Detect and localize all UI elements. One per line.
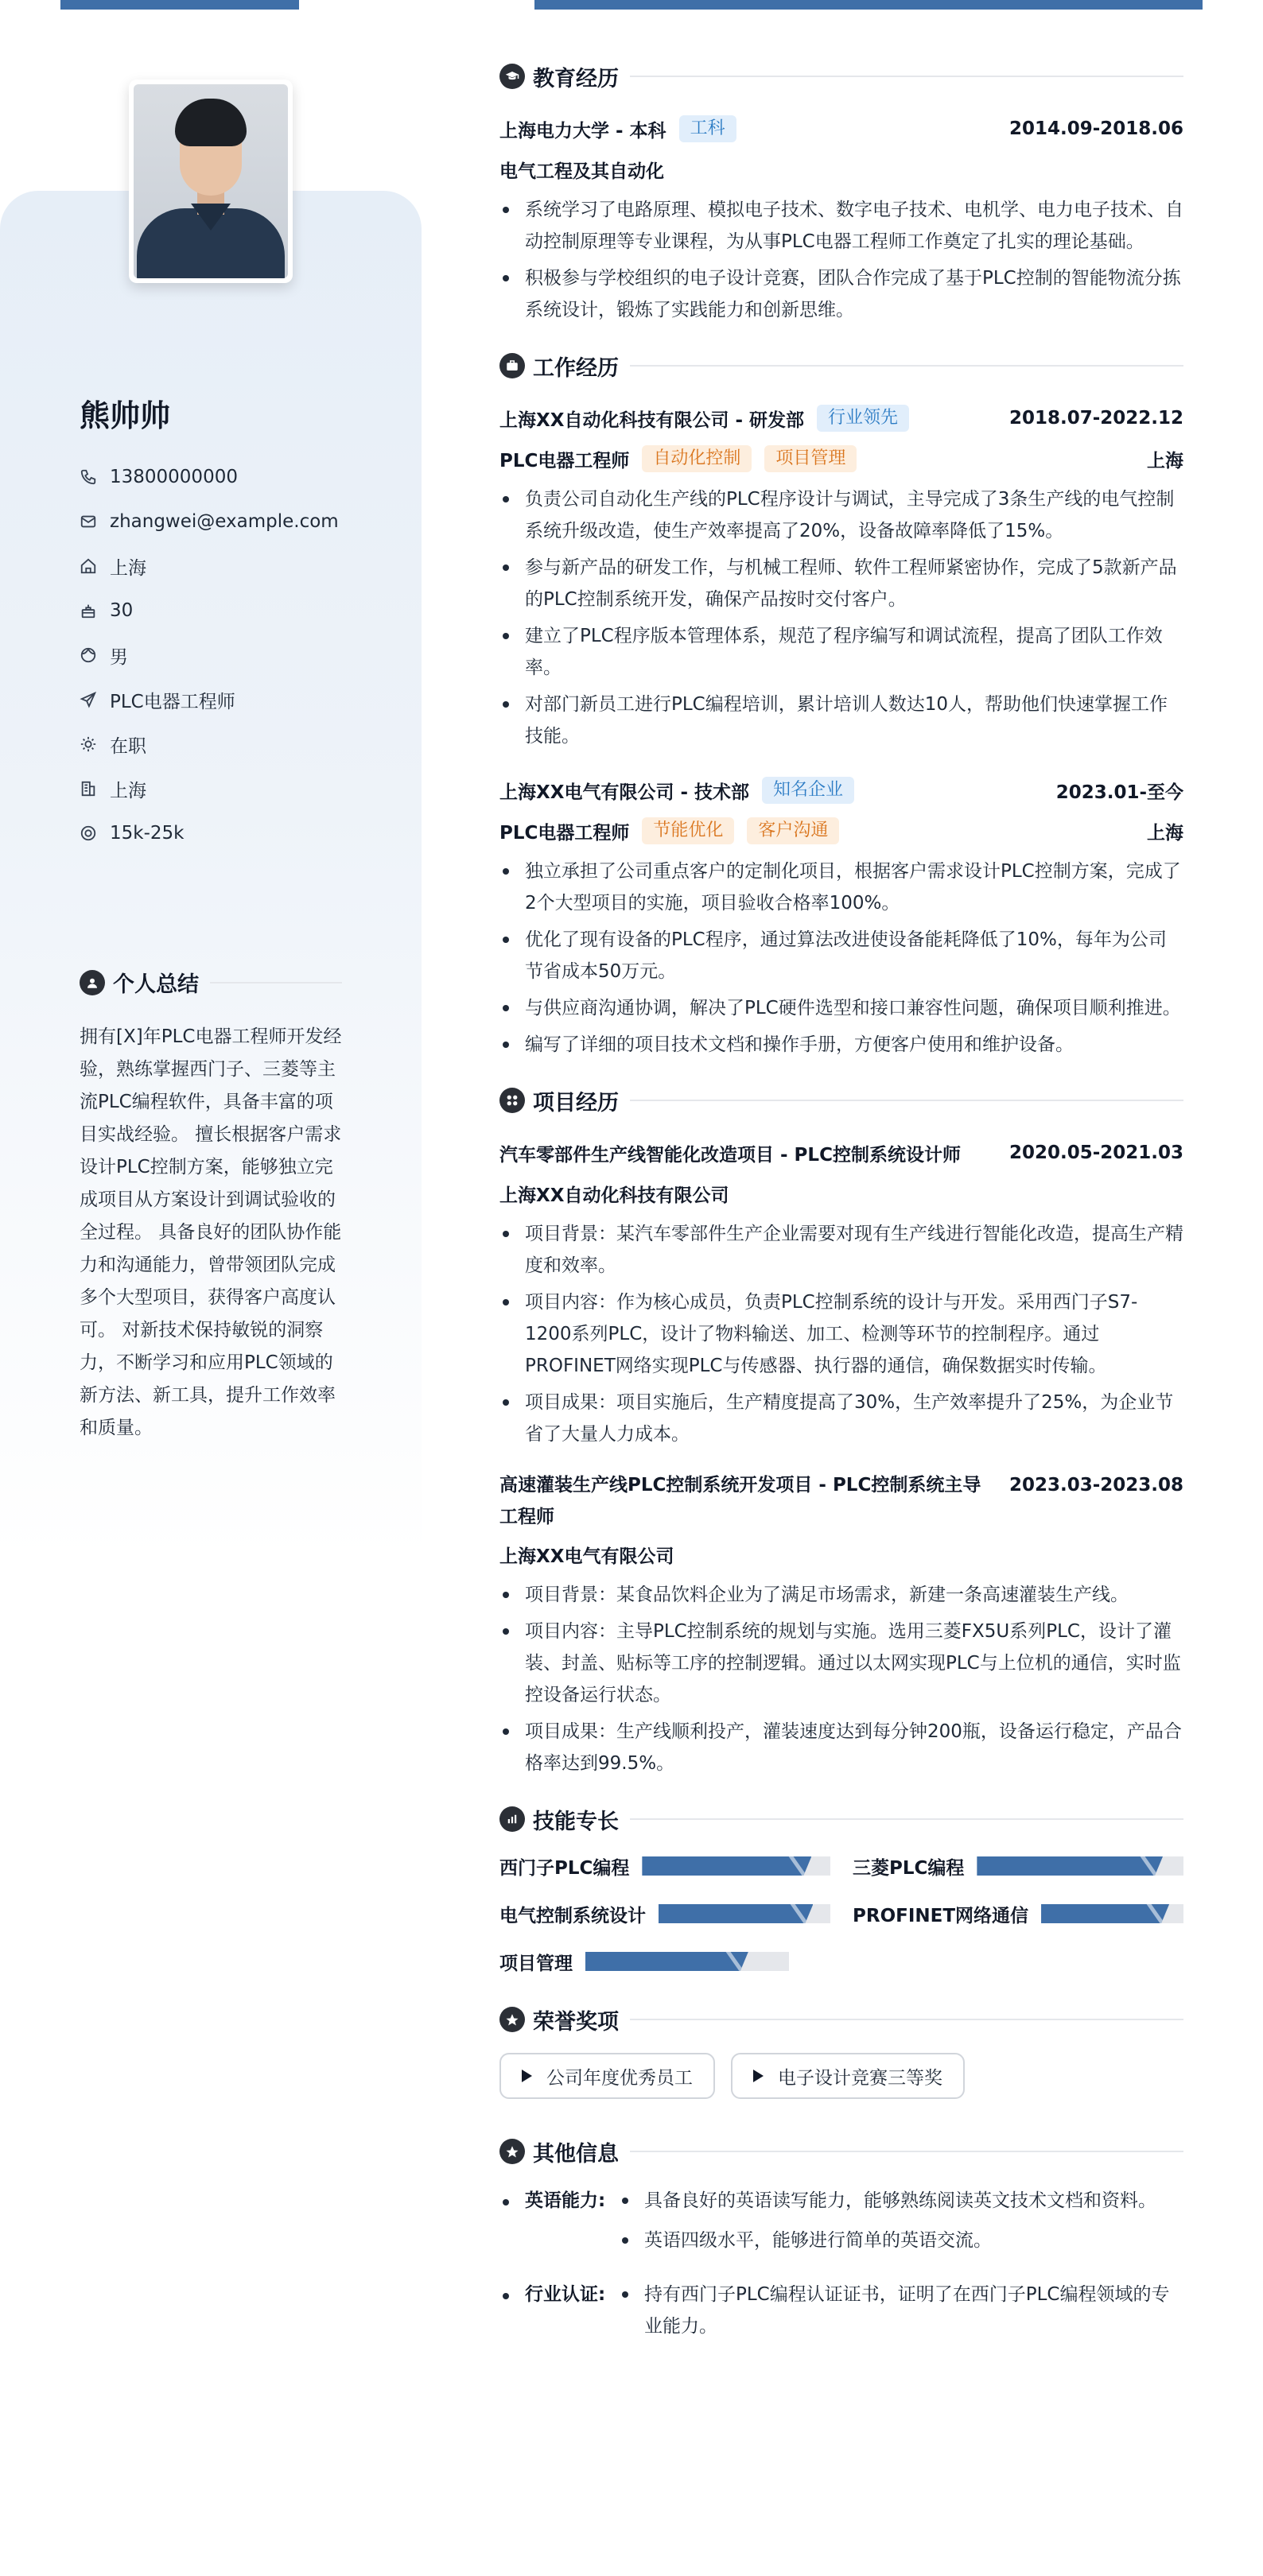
list-item: 优化了现有设备的PLC程序，通过算法改进使设备能耗降低了10%，每年为公司节省成本50万元。 (499, 924, 1183, 987)
send-icon (80, 691, 97, 708)
project-bullets (499, 1218, 1183, 1450)
skill-item: 电气控制系统设计 (499, 1900, 830, 1927)
cake-icon (80, 602, 97, 619)
info-text: 上海 (110, 780, 146, 801)
info-text: 30 (110, 600, 134, 621)
project-head (499, 1469, 1183, 1533)
role-tag: 自动化控制 (642, 445, 752, 472)
list-item: 积极参与学校组织的电子设计竞赛，团队合作完成了基于PLC控制的智能物流分拣系统设计，锻炼了实践能力和创新思维。 (499, 262, 1183, 326)
list-item: 具备良好的英语读写能力，能够熟练阅读英文技术文档和资料。 (619, 2185, 1183, 2217)
chart-icon (499, 1806, 525, 1832)
role-tag: 项目管理 (764, 445, 857, 472)
section-divider (630, 2151, 1183, 2152)
info-status (80, 722, 339, 766)
list-item: 负责公司自动化生产线的PLC程序设计与调试，主导完成了3条生产线的电气控制系统升级改造，使生产效率提高了20%，设备故障率降低了15%。 (499, 483, 1183, 547)
avatar-photo (134, 84, 288, 278)
top-accent-bar-left (60, 0, 299, 10)
skill-item: 西门子PLC编程 (499, 1852, 830, 1880)
other-item-english: 英语能力: 具备良好的英语读写能力，能够熟练阅读英文技术文档和资料。 英语四级水平，能够进行简单的英语交流。 (499, 2185, 1183, 2264)
projects-section (499, 1080, 1183, 1779)
profile-name: 熊帅帅 (80, 398, 171, 433)
info-text: zhangwei@example.com (110, 511, 339, 532)
avatar (129, 80, 293, 283)
project-name: 汽车零部件生产线智能化改造项目 - PLC控制系统设计师 (499, 1144, 961, 1166)
school-name: 上海电力大学 - 本科 (499, 120, 666, 142)
awards-list (499, 2053, 1183, 2099)
info-text: 13800000000 (110, 467, 238, 487)
status-icon (80, 735, 97, 753)
role-name: PLC电器工程师 (499, 822, 630, 844)
skill-bar-fill (585, 1952, 748, 1971)
info-gender (80, 633, 339, 677)
info-email (80, 499, 339, 544)
work-entry (499, 399, 1183, 752)
top-accent-bar-right (534, 0, 1203, 10)
other-section (499, 2131, 1183, 2350)
info-text: PLC电器工程师 (110, 691, 235, 712)
work-date: 2023.01-至今 (1055, 782, 1183, 803)
medal-icon (499, 2139, 525, 2164)
project-company: 上海XX电气有限公司 (499, 1546, 674, 1567)
skill-bar-fill (642, 1856, 811, 1876)
section-divider (210, 982, 342, 983)
project-entry (499, 1469, 1183, 1779)
project-head (499, 1134, 1183, 1172)
award-item: 电子设计竞赛三等奖 (731, 2053, 965, 2099)
list-item: 对部门新员工进行PLC编程培训，累计培训人数达10人，帮助他们快速掌握工作技能。 (499, 689, 1183, 752)
list-item: 持有西门子PLC编程认证证书，证明了在西门子PLC编程领域的专业能力。 (619, 2279, 1183, 2342)
major: 电气工程及其自动化 (499, 161, 664, 182)
summary-section-title: 个人总结 (80, 967, 342, 998)
award-item: 公司年度优秀员工 (499, 2053, 715, 2099)
list-item: 项目背景：某食品饮料企业为了满足市场需求，新建一条高速灌装生产线。 (499, 1579, 1183, 1611)
info-text: 上海 (110, 557, 146, 579)
work-head (499, 399, 1183, 437)
work-city: 上海 (1147, 822, 1183, 844)
skills-section-title: 技能专长 (499, 1798, 1183, 1840)
play-icon (522, 2070, 532, 2082)
building-icon (80, 780, 97, 797)
skill-bar (977, 1856, 1183, 1876)
project-date: 2023.03-2023.08 (1008, 1475, 1183, 1496)
money-icon (80, 824, 97, 842)
section-divider (630, 2019, 1183, 2020)
section-divider (630, 365, 1183, 367)
skill-item: PROFINET网络通信 (853, 1900, 1183, 1927)
list-item: 独立承担了公司重点客户的定制化项目，根据客户需求设计PLC控制方案，完成了2个大型项目的实施，项目验收合格率100%。 (499, 855, 1183, 919)
education-section (499, 56, 1183, 326)
work-bullets (499, 483, 1183, 752)
company-name: 上海XX电气有限公司 - 技术部 (499, 782, 750, 803)
home-icon (80, 557, 97, 575)
section-divider (630, 1100, 1183, 1101)
list-item: 项目成果：生产线顺利投产，灌装速度达到每分钟200瓶，设备运行稳定，产品合格率达到99.5%。 (499, 1716, 1183, 1779)
role-name: PLC电器工程师 (499, 450, 630, 471)
other-item-certification: 行业认证: 持有西门子PLC编程认证证书，证明了在西门子PLC编程领域的专业能力。 (499, 2279, 1183, 2350)
skill-bar-fill (977, 1856, 1163, 1876)
section-divider (630, 1818, 1183, 1820)
projects-section-title: 项目经历 (499, 1080, 1183, 1121)
graduation-cap-icon (499, 64, 525, 89)
list-item: 编写了详细的项目技术文档和操作手册，方便客户使用和维护设备。 (499, 1029, 1183, 1061)
role-tag: 节能优化 (642, 817, 734, 844)
gender-icon (80, 646, 97, 664)
briefcase-icon (499, 353, 525, 378)
phone-icon (80, 468, 97, 486)
play-icon (753, 2070, 764, 2082)
work-section-title: 工作经历 (499, 345, 1183, 386)
work-section (499, 345, 1183, 1061)
company-tag: 行业领先 (817, 405, 909, 432)
education-bullets (499, 194, 1183, 326)
info-phone (80, 455, 339, 499)
education-date: 2014.09-2018.06 (1008, 118, 1183, 139)
work-role-row (499, 809, 1183, 852)
medal-icon (499, 2007, 525, 2032)
education-tag: 工科 (679, 115, 736, 142)
info-home (80, 544, 339, 588)
project-date: 2020.05-2021.03 (1008, 1143, 1183, 1163)
mail-icon (80, 513, 97, 530)
skill-bar (659, 1904, 830, 1923)
list-item: 项目内容：主导PLC控制系统的规划与实施。选用三菱FX5U系列PLC，设计了灌装、封盖、贴标等工序的控制逻辑。通过以太网实现PLC与上位机的通信，实时监控设备运行状态。 (499, 1616, 1183, 1711)
skills-section (499, 1798, 1183, 1975)
info-salary (80, 811, 339, 855)
list-item: 项目背景：某汽车零部件生产企业需要对现有生产线进行智能化改造，提高生产精度和效率。 (499, 1218, 1183, 1282)
company-tag: 知名企业 (762, 777, 854, 804)
other-list (499, 2185, 1183, 2350)
list-item: 项目成果：项目实施后，生产精度提高了30%，生产效率提升了25%，为企业节省了大量人力成本。 (499, 1387, 1183, 1450)
info-city (80, 766, 339, 811)
work-city: 上海 (1147, 450, 1183, 471)
skill-item: 三菱PLC编程 (853, 1852, 1183, 1880)
work-bullets (499, 855, 1183, 1061)
project-company: 上海XX自动化科技有限公司 (499, 1185, 729, 1206)
education-entry (499, 110, 1183, 326)
summary-text: 拥有[X]年PLC电器工程师开发经验，熟练掌握西门子、三菱等主流PLC编程软件，具备丰富的项目实战经验。 擅长根据客户需求设计PLC控制方案，能够独立完成项目从方案设计到调试验收的全过程。 具备良好的团队协作能力和沟通能力，曾带领团队完成多个大型项目，获得客户高度认可。 对新技术保持敏锐的洞察力，不断学习和应用PLC领域的新方法、新工具，提升工作效率和质量。 (80, 1026, 342, 1438)
project-name: 高速灌装生产线PLC控制系统开发项目 - PLC控制系统主导工程师 (499, 1475, 981, 1527)
education-head (499, 110, 1183, 148)
education-section-title: 教育经历 (499, 56, 1183, 97)
list-item: 项目内容：作为核心成员，负责PLC控制系统的设计与开发。采用西门子S7-1200系列PLC，设计了物料输送、加工、检测等环节的控制程序。通过PROFINET网络实现PLC与传感器、执行器的通信，确保数据实时传输。 (499, 1286, 1183, 1382)
list-item: 系统学习了电路原理、模拟电子技术、数字电子技术、电机学、电力电子技术、自动控制原理等专业课程，为从事PLC电器工程师工作奠定了扎实的理论基础。 (499, 194, 1183, 258)
info-text: 在职 (110, 735, 146, 757)
skills-grid (499, 1852, 1183, 1975)
company-name: 上海XX自动化科技有限公司 - 研发部 (499, 409, 805, 431)
project-bullets (499, 1579, 1183, 1779)
list-item: 英语四级水平，能够进行简单的英语交流。 (619, 2225, 1183, 2256)
main-content (499, 56, 1183, 2366)
info-text: 男 (110, 646, 128, 668)
list-item: 建立了PLC程序版本管理体系，规范了程序编写和调试流程，提高了团队工作效率。 (499, 620, 1183, 684)
info-position (80, 677, 339, 722)
contact-info-list (80, 455, 339, 855)
other-section-title: 其他信息 (499, 2131, 1183, 2172)
work-entry (499, 771, 1183, 1061)
skill-bar (585, 1952, 789, 1971)
section-divider (630, 76, 1183, 77)
list-item: 与供应商沟通协调，解决了PLC硬件选型和接口兼容性问题，确保项目顺利推进。 (499, 992, 1183, 1024)
awards-section (499, 1999, 1183, 2099)
work-role-row (499, 437, 1183, 480)
skill-item: 项目管理 (499, 1948, 789, 1975)
project-entry (499, 1134, 1183, 1450)
work-head (499, 771, 1183, 809)
work-date: 2018.07-2022.12 (1008, 408, 1183, 429)
info-text: 15k-25k (110, 823, 185, 844)
skill-bar (1041, 1904, 1183, 1923)
info-age (80, 588, 339, 633)
awards-section-title: 荣誉奖项 (499, 1999, 1183, 2040)
user-icon (80, 970, 105, 995)
skill-bar-fill (1041, 1904, 1169, 1923)
role-tag: 客户沟通 (747, 817, 839, 844)
list-item: 参与新产品的研发工作，与机械工程师、软件工程师紧密协作，完成了5款新产品的PLC控制系统开发，确保产品按时交付客户。 (499, 552, 1183, 615)
skill-bar (642, 1856, 830, 1876)
grid-icon (499, 1088, 525, 1113)
skill-bar-fill (659, 1904, 813, 1923)
